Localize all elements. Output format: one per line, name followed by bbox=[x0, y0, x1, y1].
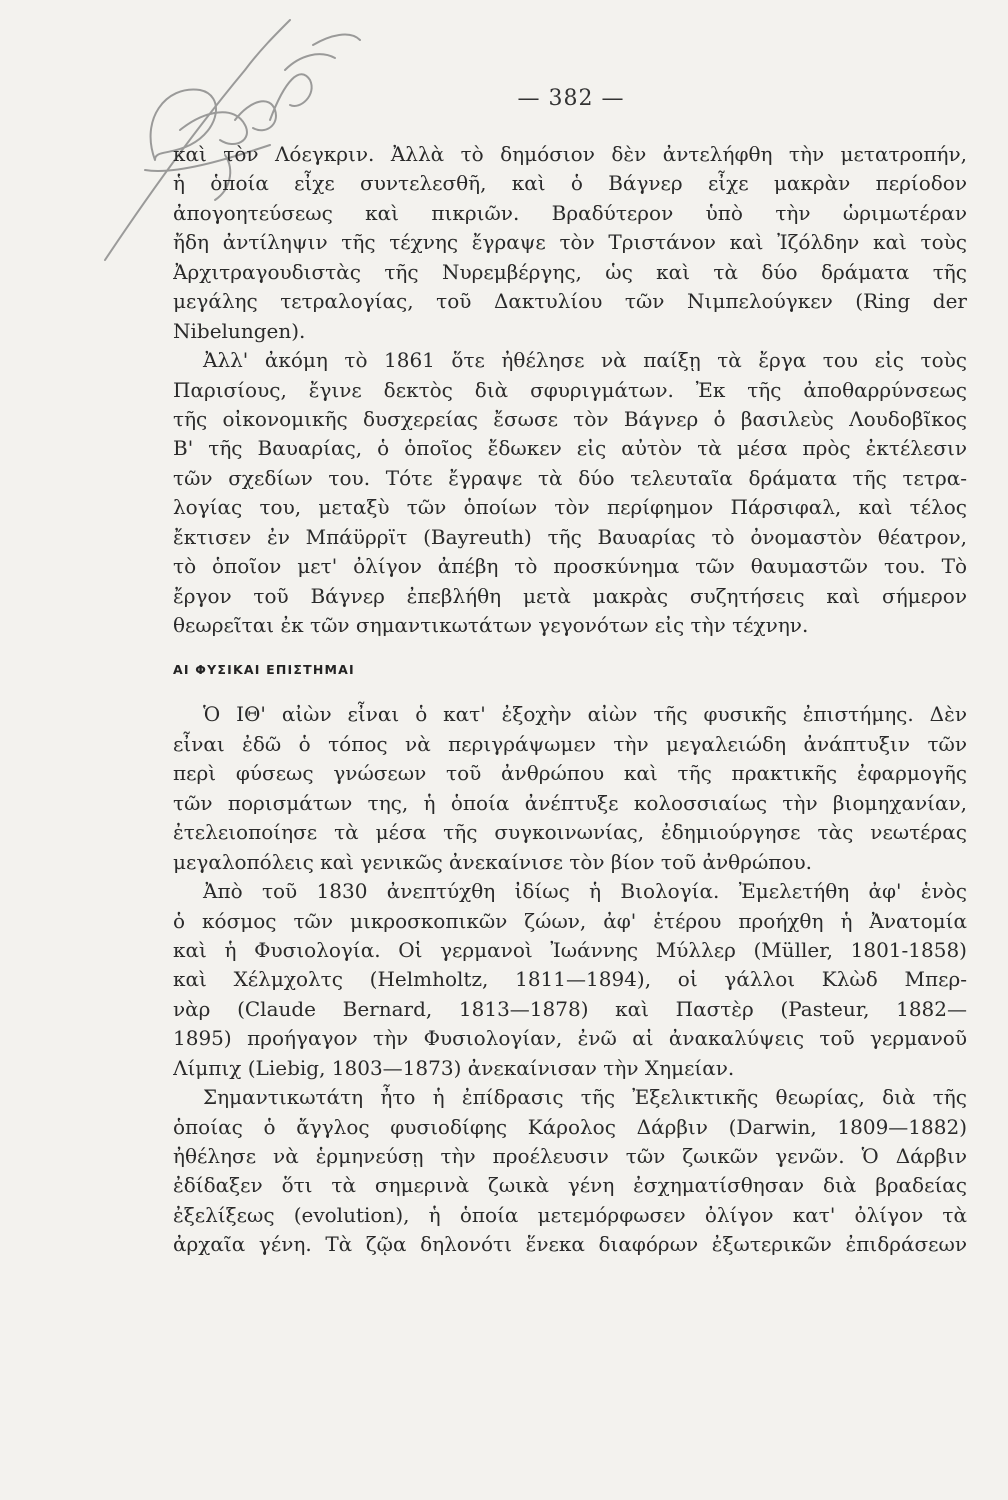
text-line: ἐδίδαξεν ὅτι τὰ σημερινὰ ζωικὰ γένη ἐσχηματίσθησαν διὰ βραδείας bbox=[173, 1173, 967, 1198]
text-line: Λίμπιχ (Liebig, 1803—1873) ἀνεκαίνισαν τὴν Χημείαν. bbox=[173, 1055, 735, 1080]
text-line: ὁ κόσμος τῶν μικροσκοπικῶν ζώων, ἀφ' ἑτέρου προήχθη ἡ Ἀνατομία bbox=[173, 908, 967, 933]
text-line: λογίας του, μεταξὺ τῶν ὁποίων τὸν περίφημον Πάρσιφαλ, καὶ τέλος bbox=[173, 495, 967, 520]
text-line: ἔκτισεν ἐν Μπάϋρρϊτ (Bayreuth) τῆς Βαυαρίας τὸ ὀνομαστὸν θέατρον, bbox=[173, 524, 967, 549]
text-line: εἶναι ἐδῶ ὁ τόπος νὰ περιγράψωμεν τὴν μεγαλειώδη ἀνάπτυξιν τῶν bbox=[173, 731, 967, 756]
text-line: Σημαντικωτάτη ἦτο ἡ ἐπίδρασις τῆς Ἐξελικτικῆς θεωρίας, διὰ τῆς bbox=[203, 1085, 967, 1110]
section-heading: ΑΙ ΦΥΣΙΚΑΙ ΕΠΙΣΤΗΜΑΙ bbox=[173, 662, 355, 678]
page-number: — 382 — bbox=[517, 86, 625, 111]
text-line: ἤδη ἀντίληψιν τῆς τέχνης ἔγραψε τὸν Τριστάνον καὶ Ἰζόλδην καὶ τοὺς bbox=[173, 230, 967, 255]
text-line: νὰρ (Claude Bernard, 1813—1878) καὶ Παστὲρ (Pasteur, 1882— bbox=[173, 996, 967, 1021]
text-line: ἠθέλησε νὰ ἑρμηνεύσῃ τὴν προέλευσιν τῶν ζωικῶν γενῶν. Ὁ Δάρβιν bbox=[173, 1144, 967, 1168]
text-line: Ὁ ΙΘ' αἰὼν εἶναι ὁ κατ' ἐξοχὴν αἰὼν τῆς φυσικῆς ἐπιστήμης. Δὲν bbox=[203, 702, 967, 727]
text-line: τῶν σχεδίων του. Τότε ἔγραψε τὰ δύο τελευταῖα δράματα τῆς τετρα- bbox=[173, 465, 967, 490]
text-line: Ἀπὸ τοῦ 1830 ἀνεπτύχθη ἰδίως ἡ Βιολογία. Ἐμελετήθη ἀφ' ἑνὸς bbox=[203, 879, 967, 904]
text-line: τὸ ὁποῖον μετ' ὀλίγον ἀπέβη τὸ προσκύνημα τῶν θαυμαστῶν του. Τὸ bbox=[173, 554, 967, 579]
text-line: Nibelungen). bbox=[173, 318, 306, 343]
text-line: θεωρεῖται ἐκ τῶν σημαντικωτάτων γεγονότων εἰς τὴν τέχνην. bbox=[173, 613, 809, 637]
text-line: Παρισίους, ἔγινε δεκτὸς διὰ σφυριγμάτων. Ἐκ τῆς ἀποθαρρύνσεως bbox=[173, 377, 967, 402]
text-line: ἀπογοητεύσεως καὶ πικριῶν. Βραδύτερον ὑπὸ τὴν ὡριμωτέραν bbox=[173, 200, 967, 225]
text-line: μεγαλοπόλεις καὶ γενικῶς ἀνεκαίνισε τὸν βίον τοῦ ἀνθρώπου. bbox=[173, 849, 812, 874]
text-line: ἔργον τοῦ Βάγνερ ἐπεβλήθη μετὰ μακρὰς συζητήσεις καὶ σήμερον bbox=[173, 583, 967, 608]
text-line: Ἀλλ' ἀκόμη τὸ 1861 ὅτε ἠθέλησε νὰ παίξῃ τὰ ἔργα του εἰς τοὺς bbox=[203, 348, 967, 373]
text-line: ἐξελίξεως (evolution), ἡ ὁποία μετεμόρφωσεν ὀλίγον κατ' ὀλίγον τὰ bbox=[173, 1202, 967, 1227]
text-line: περὶ φύσεως γνώσεων τοῦ ἀνθρώπου καὶ τῆς πρακτικῆς ἐφαρμογῆς bbox=[173, 761, 967, 786]
text-line: Β' τῆς Βαυαρίας, ὁ ὁποῖος ἔδωκεν εἰς αὐτὸν τὰ μέσα πρὸς ἐκτέλεσιν bbox=[173, 436, 967, 461]
body-text bbox=[173, 140, 967, 1260]
text-line: καὶ Χέλμχολτς (Helmholtz, 1811—1894), οἱ γάλλοι Κλὼδ Μπερ- bbox=[173, 967, 967, 992]
text-line: ἐτελειοποίησε τὰ μέσα τῆς συγκοινωνίας, ἐδημιούργησε τὰς νεωτέρας bbox=[173, 820, 967, 845]
text-line: μεγάλης τετραλογίας, τοῦ Δακτυλίου τῶν Νιμπελούγκεν (Ring der bbox=[173, 289, 967, 314]
text-line: ἡ ὁποία εἶχε συντελεσθῆ, καὶ ὁ Βάγνερ εἶχε μακρὰν περίοδον bbox=[173, 171, 967, 196]
text-line: τῶν πορισμάτων της, ἡ ὁποία ἀνέπτυξε κολοσσιαίως τὴν βιομηχανίαν, bbox=[173, 790, 967, 815]
text-line: τῆς οἰκονομικῆς δυσχερείας ἔσωσε τὸν Βάγνερ ὁ βασιλεὺς Λουδοβῖκος bbox=[173, 406, 967, 431]
text-line: 1895) προήγαγον τὴν Φυσιολογίαν, ἐνῶ αἱ ἀνακαλύψεις τοῦ γερμανοῦ bbox=[173, 1026, 967, 1051]
text-line: καὶ ἡ Φυσιολογία. Οἱ γερμανοὶ Ἰωάννης Μύλλερ (Müller, 1801-1858) bbox=[173, 937, 967, 962]
text-line: ὁποίας ὁ ἄγγλος φυσιοδίφης Κάρολος Δάρβιν (Darwin, 1809—1882) bbox=[173, 1114, 967, 1139]
text-line: ἀρχαῖα γένη. Τὰ ζῷα δηλονότι ἕνεκα διαφόρων ἐξωτερικῶν ἐπιδράσεων bbox=[173, 1232, 967, 1257]
text-line: καὶ τὸν Λόεγκριν. Ἀλλὰ τὸ δημόσιον δὲν ἀντελήφθη τὴν μετατροπήν, bbox=[173, 142, 967, 166]
text-line: Ἀρχιτραγουδιστὰς τῆς Νυρεμβέργης, ὡς καὶ τὰ δύο δράματα τῆς bbox=[173, 259, 967, 284]
